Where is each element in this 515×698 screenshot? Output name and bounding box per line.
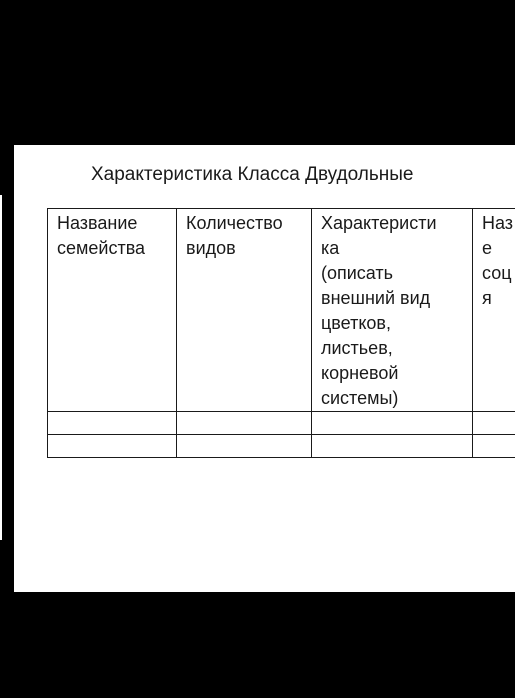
header-cell-cut-off (473, 209, 515, 412)
header-line: внешний вид (321, 288, 431, 308)
header-line: (описать (321, 263, 394, 283)
document-title: Характеристика Класса Двудольные (91, 164, 414, 185)
table-cell (48, 435, 177, 458)
table-header-row (48, 209, 515, 412)
header-line: листьев, (321, 338, 393, 358)
header-line: семейства (57, 238, 146, 258)
header-line: Наз (482, 213, 514, 233)
document-sheet (14, 145, 515, 592)
header-line: корневой (321, 363, 399, 383)
header-line: ка (321, 238, 340, 258)
table-cell (177, 435, 312, 458)
header-line: Количество (186, 213, 283, 233)
header-line: Название (57, 213, 138, 233)
table-cell (312, 435, 473, 458)
left-page-edge (0, 195, 2, 540)
header-line: я (482, 288, 492, 308)
table-cell (473, 435, 515, 458)
table-cell (48, 412, 177, 435)
header-line: системы) (321, 388, 399, 408)
header-line: цветков, (321, 313, 391, 333)
header-line: Характеристи (321, 213, 437, 233)
header-line: е (482, 238, 493, 258)
table-cell (473, 412, 515, 435)
table-cell (177, 412, 312, 435)
table-row (48, 412, 515, 435)
header-line: соц (482, 263, 512, 283)
header-cell-species-count (177, 209, 312, 412)
family-characteristics-table (47, 208, 515, 458)
table-cell (312, 412, 473, 435)
header-cell-family-name (48, 209, 177, 412)
table-row (48, 435, 515, 458)
header-cell-characteristic (312, 209, 473, 412)
header-line: видов (186, 238, 236, 258)
